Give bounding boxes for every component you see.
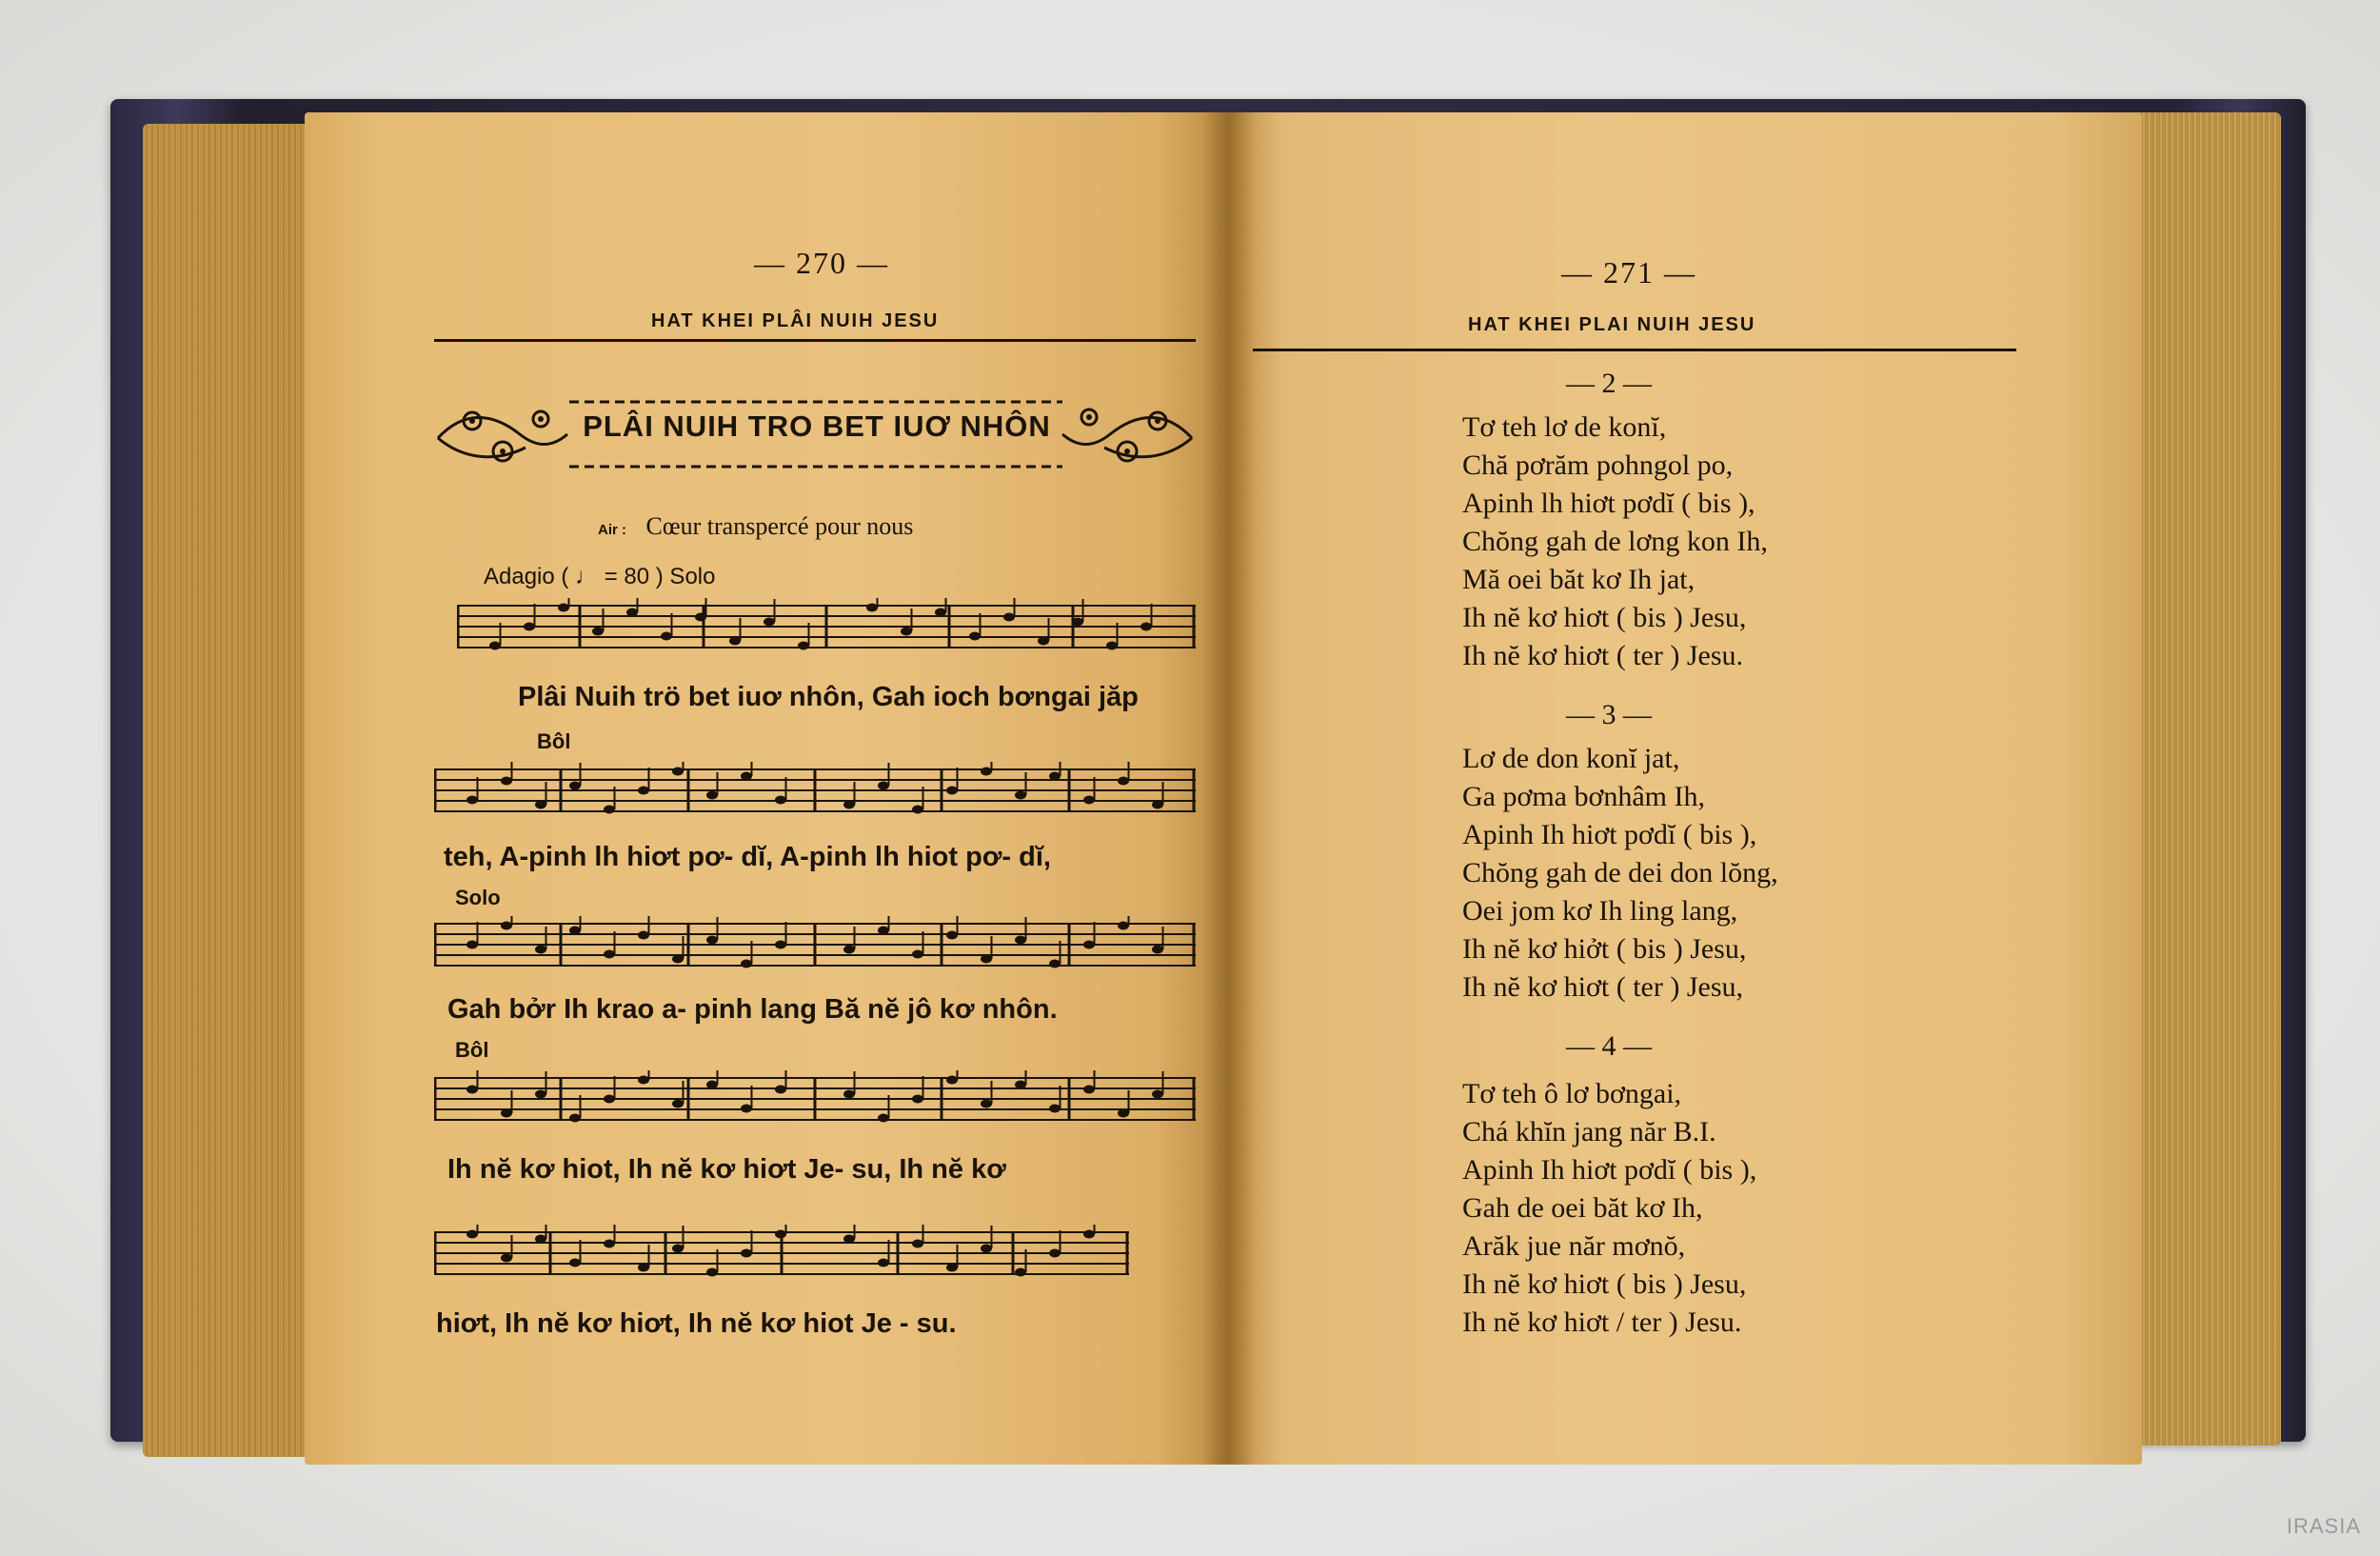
note-head [489, 642, 501, 650]
left-header-rule [434, 339, 1196, 342]
note-head [946, 787, 958, 795]
note-head [466, 1086, 478, 1094]
note-head [878, 927, 889, 935]
verse-2-line: Chŏng gah de lơng kon Ih, [1462, 526, 1768, 557]
note-head [946, 1076, 958, 1085]
note-head [695, 613, 706, 622]
verse-4-line: Arăk jue năr mơnŏ, [1462, 1230, 1686, 1262]
verse-2-line: Tơ teh lơ de konĭ, [1462, 411, 1667, 443]
note-head [1049, 1249, 1061, 1258]
note-head [969, 632, 981, 641]
verse-3-line: Ih nĕ kơ hiởt ( bis ) Jesu, [1462, 933, 1747, 965]
note-head [1118, 777, 1129, 786]
note-head [946, 931, 958, 940]
note-head [706, 1081, 718, 1089]
verse-3-line: Oei jom kơ Ih ling lang, [1462, 895, 1738, 927]
verse-4-line: Ih nĕ kơ hiơt / ter ) Jesu. [1462, 1307, 1742, 1338]
note-head [604, 1240, 615, 1248]
note-head [1015, 1268, 1026, 1277]
note-head [866, 604, 878, 612]
title-ornament [434, 392, 1196, 476]
note-head [638, 1264, 649, 1272]
note-head [672, 1100, 684, 1108]
note-head [535, 1090, 546, 1099]
music-staff-3 [434, 916, 1196, 973]
note-head [1072, 618, 1083, 627]
note-head [912, 806, 923, 814]
note-head [501, 1254, 512, 1263]
note-head [1015, 936, 1026, 945]
note-head [672, 955, 684, 964]
note-head [1083, 1086, 1095, 1094]
note-head [912, 1240, 923, 1248]
note-head [1083, 796, 1095, 805]
note-head [843, 801, 855, 809]
note-head [981, 768, 992, 776]
note-head [912, 950, 923, 959]
note-head [1049, 960, 1061, 968]
note-head [878, 1114, 889, 1123]
right-running-head: HAT KHEI PLAI NUIH JESU [1468, 314, 1756, 335]
bol-label-2: Bôl [455, 1038, 489, 1062]
note-head [1152, 1090, 1163, 1099]
note-head [706, 936, 718, 945]
note-head [501, 777, 512, 786]
music-staff-2 [434, 762, 1196, 819]
solo-label: Solo [455, 886, 501, 909]
note-head [775, 796, 786, 805]
note-head [1015, 791, 1026, 800]
music-staff-4 [434, 1070, 1196, 1127]
note-head [626, 608, 638, 617]
note-head [741, 1249, 752, 1258]
note-head [775, 1230, 786, 1239]
note-head [466, 941, 478, 949]
note-head [501, 922, 512, 930]
note-head [981, 955, 992, 964]
lyric-line-4: Ih nĕ kơ hiot, Ih nĕ kơ hiơt Je- su, Ih nĕ kơ [447, 1154, 1006, 1185]
note-head [569, 782, 581, 790]
note-head [1003, 613, 1015, 622]
note-head [1049, 772, 1061, 781]
verse-4-line: Gah de oei băt kơ Ih, [1462, 1192, 1703, 1224]
right-page-number: — 271 — [1561, 255, 1696, 289]
note-head [558, 604, 569, 612]
note-head [764, 618, 775, 627]
note-head [501, 1109, 512, 1118]
lyric-line-3: Gah bởr Ih krao a- pinh lang Bă nĕ jô kơ nhôn. [447, 994, 1058, 1025]
note-head [535, 946, 546, 954]
note-head [946, 1264, 958, 1272]
note-head [466, 1230, 478, 1239]
note-head [775, 941, 786, 949]
left-running-head: HAT KHEI PLÂI NUIH JESU [651, 310, 940, 331]
note-head [1152, 801, 1163, 809]
note-head [569, 1114, 581, 1123]
right-header-rule [1253, 349, 2016, 351]
note-head [798, 642, 809, 650]
left-page-edges [143, 124, 324, 1457]
note-head [729, 637, 741, 646]
verse-2-line: Mă oei băt kơ Ih jat, [1462, 564, 1696, 595]
note-head [604, 1095, 615, 1104]
note-head [1083, 941, 1095, 949]
tempo-marking: Adagio ( ♩ = 80 ) Solo [484, 564, 716, 589]
verse-3-line: Apinh Ih hiơt pơdĭ ( bis ), [1462, 819, 1757, 850]
verse-4-line: Chá khĭn jang năr B.I. [1462, 1116, 1716, 1147]
music-staff-5 [434, 1225, 1129, 1282]
note-head [524, 623, 535, 631]
music-staff-1 [457, 598, 1196, 655]
lyric-line-2: teh, A-pinh lh hiơt pơ- dĭ, A-pinh lh hiot pơ- dĭ, [444, 842, 1051, 872]
note-head [1106, 642, 1118, 650]
note-head [1083, 1230, 1095, 1239]
note-head [466, 796, 478, 805]
note-head [604, 806, 615, 814]
note-head [604, 950, 615, 959]
note-head [981, 1100, 992, 1108]
lyric-line-1: Plâi Nuih trö bet iuơ nhôn, Gah ioch bơngai jăp [518, 682, 1139, 712]
note-head [912, 1095, 923, 1104]
note-head [1038, 637, 1049, 646]
verse-3-line: Ih nĕ kơ hiơt ( ter ) Jesu, [1462, 971, 1743, 1003]
note-head [741, 960, 752, 968]
hymn-title: PLÂI NUIH TRO BET IUƠ NHÔN [583, 409, 1051, 443]
note-head [741, 1105, 752, 1113]
note-head [901, 628, 912, 636]
book-gutter [1201, 112, 1255, 1465]
verse-2-line: Ih nĕ kơ hiơt ( ter ) Jesu. [1462, 640, 1743, 671]
verse-3-line: Chŏng gah de dei don lŏng, [1462, 857, 1778, 888]
watermark: IRASIA [2286, 1514, 2361, 1538]
verse-2-line: Ih nĕ kơ hiơt ( bis ) Jesu, [1462, 602, 1747, 633]
verse-2-line: Apinh lh hiơt pơdĭ ( bis ), [1462, 488, 1755, 519]
air-name: Cœur transpercé pour nous [645, 512, 914, 540]
note-head [569, 1259, 581, 1267]
note-head [878, 1259, 889, 1267]
verse-number-4: — 4 — [1566, 1030, 1652, 1062]
verse-number-3: — 3 — [1566, 699, 1652, 730]
lyric-line-5: hiơt, Ih nĕ kơ hiơt, Ih nĕ kơ hiot Je - su. [436, 1308, 957, 1339]
air-label: Air : [598, 522, 626, 538]
verse-4-line: Tơ teh ô lơ bơngai, [1462, 1078, 1682, 1109]
note-head [741, 772, 752, 781]
note-head [843, 1235, 855, 1244]
note-head [981, 1245, 992, 1253]
note-head [706, 1268, 718, 1277]
hymn-subtitle [598, 512, 913, 541]
note-head [638, 787, 649, 795]
left-page-number: — 270 — [754, 246, 889, 280]
note-head [1152, 946, 1163, 954]
note-head [843, 946, 855, 954]
note-head [661, 632, 672, 641]
note-head [672, 768, 684, 776]
note-head [1118, 922, 1129, 930]
note-head [706, 791, 718, 800]
note-head [843, 1090, 855, 1099]
note-head [1140, 623, 1152, 631]
verse-number-2: — 2 — [1566, 368, 1652, 399]
note-head [935, 608, 946, 617]
verse-3-line: Lơ de don konĭ jat, [1462, 743, 1680, 774]
note-head [1118, 1109, 1129, 1118]
note-head [1015, 1081, 1026, 1089]
note-head [535, 1235, 546, 1244]
verse-2-line: Chă pơrăm pohngol po, [1462, 449, 1734, 481]
verse-4-line: Apinh Ih hiơt pơdĭ ( bis ), [1462, 1154, 1757, 1186]
note-head [878, 782, 889, 790]
note-head [535, 801, 546, 809]
note-head [592, 628, 604, 636]
right-page-edges [2129, 112, 2281, 1446]
verse-4-line: Ih nĕ kơ hiơt ( bis ) Jesu, [1462, 1268, 1747, 1300]
note-head [569, 927, 581, 935]
bol-label-1: Bôl [537, 729, 571, 753]
note-head [672, 1245, 684, 1253]
verse-3-line: Ga pơma bơnhâm Ih, [1462, 781, 1705, 812]
note-head [638, 931, 649, 940]
note-head [1049, 1105, 1061, 1113]
note-head [775, 1086, 786, 1094]
note-head [638, 1076, 649, 1085]
